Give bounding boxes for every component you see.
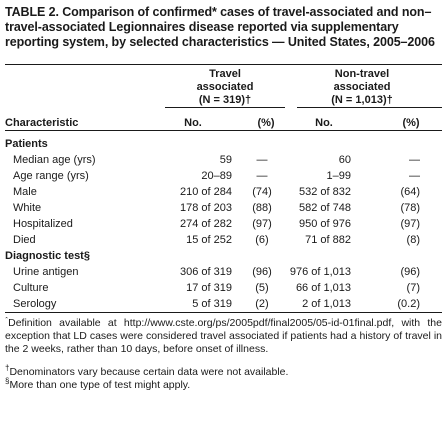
cell-nontravel-no: 532 of 832 bbox=[299, 186, 351, 198]
cell-travel-no: 15 of 252 bbox=[186, 234, 232, 246]
cell-nontravel-pct: (8) bbox=[406, 234, 420, 246]
col-header-characteristic: Characteristic bbox=[5, 117, 79, 129]
travel-group-line1: Travel bbox=[209, 68, 241, 80]
cell-nontravel-no: 66 of 1,013 bbox=[295, 282, 351, 294]
cell-travel-no: 5 of 319 bbox=[192, 298, 232, 310]
cell-nontravel-pct: — bbox=[409, 170, 420, 182]
cell-nontravel-no: 950 of 976 bbox=[299, 218, 351, 230]
travel-group-line2: associated bbox=[196, 81, 254, 93]
title-bottom-rule bbox=[5, 64, 442, 65]
section-heading-diagnostic-test: Diagnostic test§ bbox=[5, 250, 90, 262]
table-bottom-rule bbox=[5, 312, 442, 313]
cell-nontravel-pct: (0.2) bbox=[397, 298, 420, 310]
cell-nontravel-no: 976 of 1,013 bbox=[289, 266, 351, 278]
row-label: Age range (yrs) bbox=[13, 170, 89, 182]
cell-nontravel-pct: — bbox=[409, 154, 420, 166]
nontravel-group-rule bbox=[297, 107, 442, 108]
cell-nontravel-pct: (96) bbox=[400, 266, 420, 278]
cell-nontravel-no: 60 bbox=[338, 154, 351, 166]
footnote-text: Definition available at http://www.cste.org/ps/2005pdf/final2005/05-id-01final.pdf, with the exception that LD cases were considered travel associated if patients had a history of travel in the 2 weeks, rather than 10 days, before onset of illness. bbox=[5, 317, 442, 355]
footnote-text: More than one type of test might apply. bbox=[9, 379, 191, 391]
cell-travel-pct: (96) bbox=[252, 266, 272, 278]
cell-travel-no: 59 bbox=[219, 154, 232, 166]
table-title: TABLE 2. Comparison of confirmed* cases of travel-associated and non–travel-associated Legionnaires disease reported via supplementary reporting system, by selected characteristics — United States, 2005–2006 bbox=[5, 5, 435, 49]
cell-nontravel-no: 2 of 1,013 bbox=[302, 298, 351, 310]
cell-travel-pct: (6) bbox=[255, 234, 269, 246]
cell-travel-no: 178 of 203 bbox=[180, 202, 232, 214]
cell-travel-pct: (2) bbox=[255, 298, 269, 310]
cell-nontravel-pct: (7) bbox=[406, 282, 420, 294]
cell-travel-no: 274 of 282 bbox=[180, 218, 232, 230]
cell-nontravel-no: 71 of 882 bbox=[305, 234, 351, 246]
nontravel-group-n: (N = 1,013)† bbox=[331, 94, 393, 106]
footnote-symbol: § bbox=[5, 376, 10, 386]
cell-nontravel-pct: (78) bbox=[400, 202, 420, 214]
nontravel-group-line1: Non-travel bbox=[334, 68, 390, 80]
row-label: Culture bbox=[13, 282, 49, 294]
row-label: Died bbox=[13, 234, 36, 246]
cell-nontravel-no: 1–99 bbox=[326, 170, 351, 182]
cell-travel-no: 17 of 319 bbox=[186, 282, 232, 294]
column-header-rule bbox=[5, 130, 442, 131]
section-heading-patients: Patients bbox=[5, 138, 48, 150]
cell-travel-no: 20–89 bbox=[201, 170, 232, 182]
cell-travel-no: 306 of 319 bbox=[180, 266, 232, 278]
footnote-symbol: † bbox=[5, 363, 10, 373]
travel-group-n: (N = 319)† bbox=[198, 94, 252, 106]
nontravel-group-line2: associated bbox=[333, 81, 391, 93]
footnote-text: Denominators vary because certain data were not available. bbox=[9, 366, 289, 378]
row-label: Serology bbox=[13, 298, 57, 310]
col-header-travel-pct: (%) bbox=[257, 117, 275, 129]
cell-travel-pct: (5) bbox=[255, 282, 269, 294]
row-label: Urine antigen bbox=[13, 266, 79, 278]
row-label: White bbox=[13, 202, 42, 214]
cell-travel-pct: (74) bbox=[252, 186, 272, 198]
footnote-multiple-tests bbox=[5, 376, 442, 392]
cell-nontravel-pct: (64) bbox=[400, 186, 420, 198]
row-label: Male bbox=[13, 186, 37, 198]
cell-nontravel-pct: (97) bbox=[400, 218, 420, 230]
col-header-nontravel-pct: (%) bbox=[402, 117, 420, 129]
cell-travel-pct: (97) bbox=[252, 218, 272, 230]
cell-travel-no: 210 of 284 bbox=[180, 186, 232, 198]
cell-travel-pct: — bbox=[256, 170, 268, 182]
col-header-nontravel-no: No. bbox=[315, 117, 333, 129]
travel-group-rule bbox=[165, 107, 285, 108]
row-label: Hospitalized bbox=[13, 218, 73, 230]
row-label: Median age (yrs) bbox=[13, 154, 96, 166]
cell-travel-pct: — bbox=[256, 154, 268, 166]
cell-travel-pct: (88) bbox=[252, 202, 272, 214]
col-header-travel-no: No. bbox=[184, 117, 202, 129]
cell-nontravel-no: 582 of 748 bbox=[299, 202, 351, 214]
footnote-denominators bbox=[5, 363, 442, 379]
footnote-definition bbox=[5, 317, 442, 365]
footnote-symbol: * bbox=[5, 317, 9, 324]
